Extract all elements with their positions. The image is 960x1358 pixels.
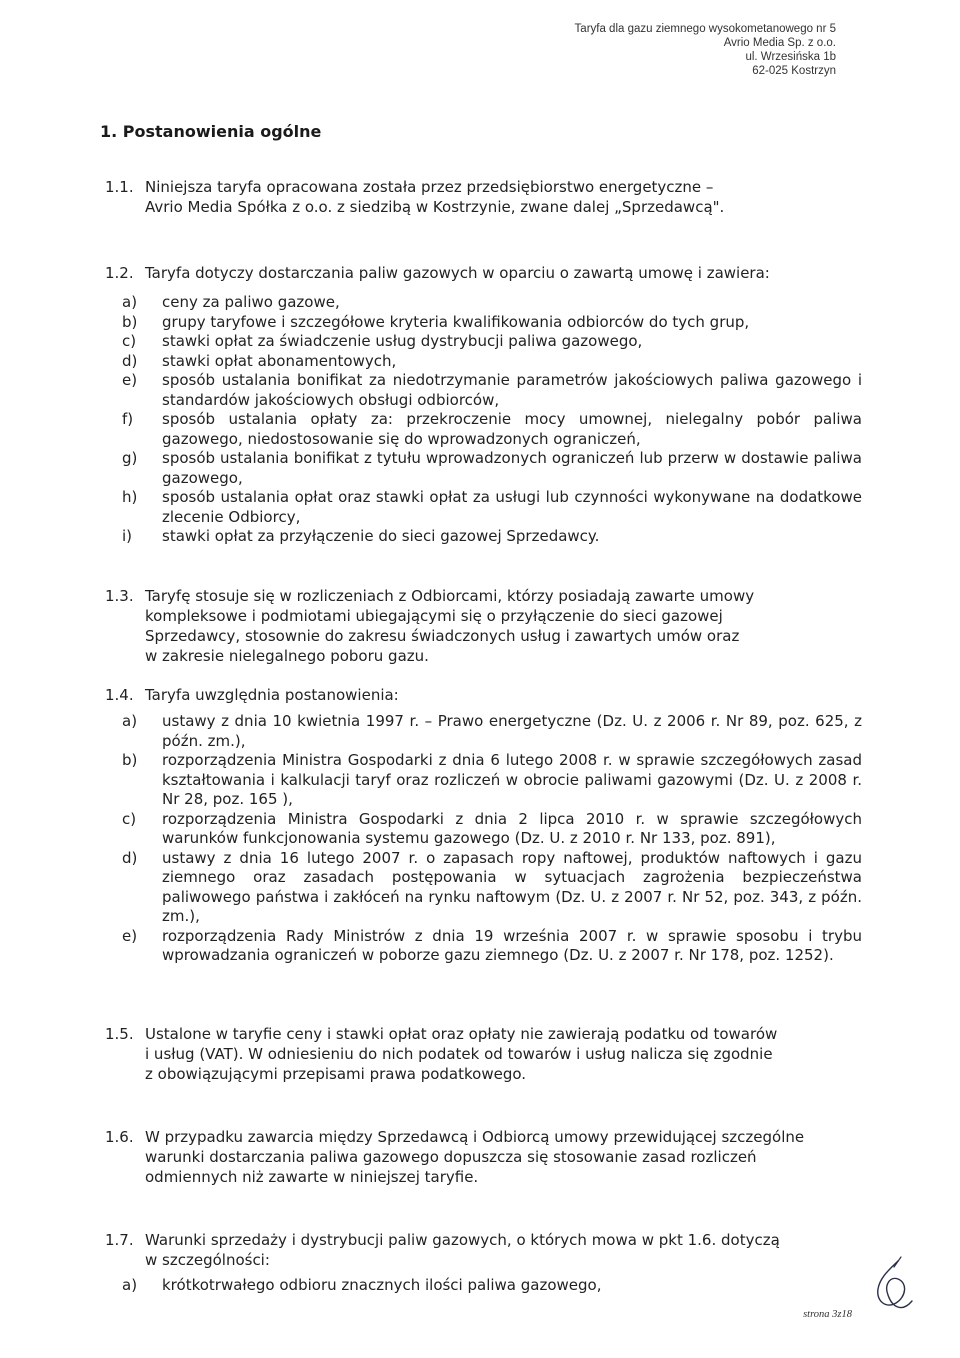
paragraph-number: 1.1.: [105, 178, 134, 196]
list-item: b) rozporządzenia Ministra Gospodarki z dnia 6 lutego 2008 r. w sprawie szczegółowych zasad kształtowania i kalkulacji taryf oraz rozliczeń w obrocie paliwami gazowymi (Dz. U. z 2008 r. Nr 28, poz. 165 ),: [122, 751, 862, 808]
header-postal: 62-025 Kostrzyn: [752, 65, 836, 77]
list-item: e) rozporządzenia Rady Ministrów z dnia 19 września 2007 r. w sprawie sposobu i trybu wprowadzania ograniczeń w poborze gazu ziemnego (Dz. U. z 2007 r. Nr 178, poz. 1252).: [122, 926, 862, 964]
list-item: a) ustawy z dnia 10 kwietnia 1997 r. – Prawo energetyczne (Dz. U. z 2006 r. Nr 89, poz. 625, z późn. zm.),: [122, 712, 862, 750]
paragraph-line: Avrio Media Spółka z o.o. z siedzibą w Kostrzynie, zwane dalej „Sprzedawcą".: [145, 198, 725, 216]
paragraph-line: w szczególności:: [145, 1251, 270, 1269]
list-item: g) sposób ustalania bonifikat z tytułu wprowadzonych ograniczeń lub przerw w dostawie paliwa gazowego,: [122, 449, 862, 487]
paragraph-line: W przypadku zawarcia między Sprzedawcą i Odbiorcą umowy przewidującej szczególne: [145, 1128, 805, 1146]
paragraph-line: Taryfę stosuje się w rozliczeniach z Odbiorcami, którzy posiadają zawarte umowy: [145, 587, 755, 605]
header-company: Avrio Media Sp. z o.o.: [723, 37, 836, 49]
header-tariff-title: Taryfa dla gazu ziemnego wysokometanowego nr 5: [574, 23, 836, 35]
list-item: e) sposób ustalania bonifikat za niedotrzymanie parametrów jakościowych paliwa gazowego i standardów jakościowych obsługi odbiorców,: [122, 371, 862, 409]
list-item: a) krótkotrwałego odbioru znacznych ilości paliwa gazowego,: [122, 1276, 602, 1294]
paragraph-line: Warunki sprzedaży i dystrybucji paliw gazowych, o których mowa w pkt 1.6. dotyczą: [145, 1231, 780, 1249]
list-item: b) grupy taryfowe i szczegółowe kryteria kwalifikowania odbiorców do tych grup,: [122, 312, 750, 331]
paragraph-number: 1.7.: [105, 1231, 134, 1249]
paragraph-line: Niniejsza taryfa opracowana została przez przedsiębiorstwo energetyczne –: [145, 178, 714, 196]
paragraph-line: Ustalone w taryfie ceny i stawki opłat oraz opłaty nie zawierają podatku od towarów: [145, 1025, 778, 1043]
paragraph-line: odmiennych niż zawarte w niniejszej taryfie.: [145, 1168, 479, 1186]
paragraph-1-6: [105, 1127, 865, 1187]
list-item: h) sposób ustalania opłat oraz stawki opłat za usługi lub czynności wykonywane na dodatkowe zlecenie Odbiorcy,: [122, 488, 862, 526]
paragraph-1-2: [105, 263, 865, 283]
paragraph-number: 1.6.: [105, 1128, 134, 1146]
paragraph-line: w zakresie nielegalnego poboru gazu.: [145, 647, 429, 665]
paragraph-line: Taryfa uwzględnia postanowienia:: [145, 686, 399, 704]
list-1-4: [122, 712, 862, 966]
paragraph-1-7: [105, 1230, 865, 1270]
paragraph-1-5: [105, 1024, 865, 1084]
paragraph-line: Taryfa dotyczy dostarczania paliw gazowych w oparciu o zawartą umowę i zawiera:: [145, 264, 770, 282]
paragraph-line: warunki dostarczania paliwa gazowego dopuszcza się stosowanie zasad rozliczeń: [145, 1148, 757, 1166]
list-item: c) stawki opłat za świadczenie usług dystrybucji paliwa gazowego,: [122, 332, 643, 350]
list-item: d) stawki opłat abonamentowych,: [122, 351, 397, 370]
paragraph-1-1: [105, 177, 865, 217]
list-item: f) sposób ustalania opłaty za: przekroczenie mocy umownej, nielegalny pobór paliwa gazowego, niedostosowanie się do wprowadzonych ograniczeń,: [122, 410, 862, 448]
paragraph-line: i usług (VAT). W odniesieniu do nich podatek od towarów i usług nalicza się zgodnie: [145, 1045, 773, 1063]
header-street: ul. Wrzesińska 1b: [745, 51, 836, 63]
handwritten-signature: [868, 1255, 918, 1315]
page-number: strona 3z18: [803, 1309, 852, 1320]
document-header: [575, 22, 836, 78]
list-1-2: [122, 293, 862, 547]
paragraph-1-3: [105, 586, 865, 666]
paragraph-number: 1.2.: [105, 264, 134, 282]
paragraph-number: 1.4.: [105, 686, 134, 704]
paragraph-number: 1.3.: [105, 587, 134, 605]
list-1-7: [122, 1276, 862, 1296]
paragraph-line: z obowiązującymi przepisami prawa podatkowego.: [145, 1065, 527, 1083]
section-title: 1. Postanowienia ogólne: [100, 122, 322, 141]
list-item: c) rozporządzenia Ministra Gospodarki z dnia 2 lipca 2010 r. w sprawie szczegółowych warunków funkcjonowania systemu gazowego (Dz. U. z 2010 r. Nr 133, poz. 891),: [122, 809, 862, 847]
list-item: d) ustawy z dnia 16 lutego 2007 r. o zapasach ropy naftowej, produktów naftowych i gazu ziemnego oraz zasadach postępowania w sytuacjach zagrożenia bezpieczeństwa paliwowego państwa i zakłóceń na rynku naftowym (Dz. U. z 2007 r. Nr 52, poz. 343, z późn. zm.),: [122, 848, 862, 925]
list-item: a) ceny za paliwo gazowe,: [122, 293, 340, 311]
list-item: i) stawki opłat za przyłączenie do sieci gazowej Sprzedawcy.: [122, 527, 600, 545]
paragraph-line: Sprzedawcy, stosownie do zakresu świadczonych usług i zawartych umów oraz: [145, 627, 740, 645]
paragraph-line: kompleksowe i podmiotami ubiegającymi się o przyłączenie do sieci gazowej: [145, 607, 723, 625]
paragraph-number: 1.5.: [105, 1025, 134, 1043]
paragraph-1-4: [105, 685, 865, 705]
